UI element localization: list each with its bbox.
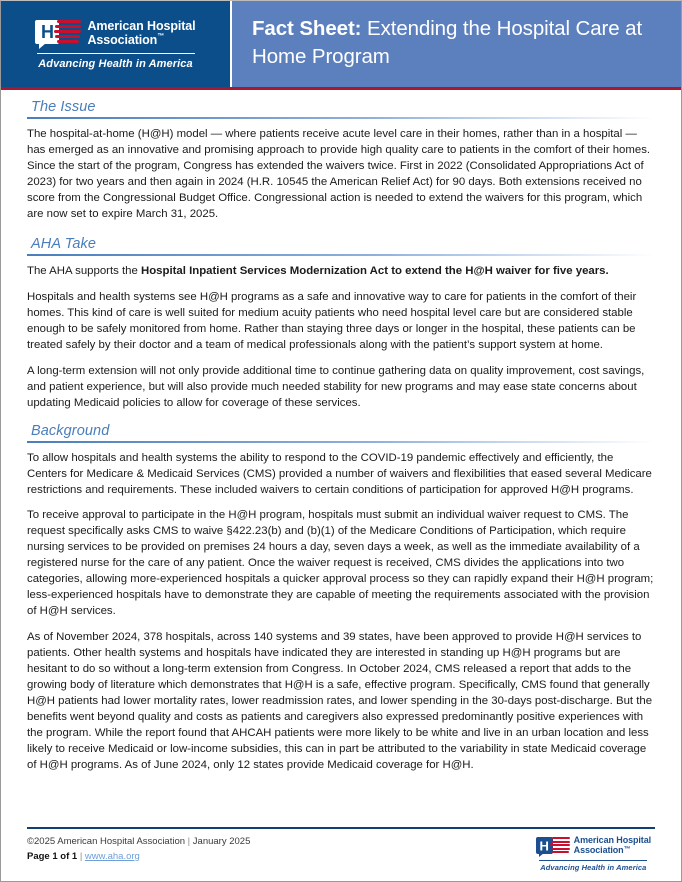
footer-aha-logo (536, 835, 651, 872)
paragraph (27, 451, 655, 499)
hospital-h-tail-icon (39, 43, 46, 49)
paragraph-run: To receive approval to participate in the H@H program, hospitals must submit an individual waiver request to CMS. The request specifically asks CMS to waive §422.23(b) and (b)(1) of the Medicare Conditions of Participation, which require nursing services to be provided on premises 24 hours a day, seven days a week, as well as the immediate availability of a registered nurse for the care of any patient. Once the waiver request is received, CMS divides the applications into two categories, allowing more-experienced hospitals a quicker approval process so they can rapidly expand their H@H program; less-experienced hospitals have to demonstrate they are capable of meeting the requirements associated with the provision of H@H services. (27, 509, 654, 618)
aha-logo-panel (1, 1, 232, 87)
section-underline (27, 117, 655, 119)
section-heading: Background (31, 422, 110, 439)
aha-wordmark (87, 19, 195, 47)
footer-page-number: Page 1 of 1 (27, 850, 78, 862)
aha-wordmark-line2: Association (573, 845, 624, 855)
footer-content (27, 835, 655, 872)
section-background (27, 423, 655, 774)
footer-page-line (27, 850, 250, 864)
paragraph-run: A long-term extension will not only provide additional time to continue gathering data on quality improvement, cost savings, and patient experience, but will also provide much needed stability for new programs and may ease state concerns about updating Medicaid policies to allow for coverage of these services. (27, 364, 645, 409)
page-title-prefix: Fact Sheet: (252, 17, 362, 40)
aha-website-link[interactable]: www.aha.org (84, 850, 140, 862)
aha-tagline: Advancing Health in America (540, 863, 647, 872)
flag-stripes-icon (53, 19, 81, 45)
aha-wordmark-line2: Association (87, 33, 158, 47)
trademark-symbol: ™ (157, 33, 165, 40)
aha-wordmark-line1: American Hospital (573, 835, 651, 846)
footer-date: January 2025 (192, 836, 251, 847)
section-underline (27, 441, 655, 443)
section-heading: The Issue (31, 99, 96, 115)
paragraph-run: To allow hospitals and health systems the ability to respond to the COVID-19 pandemic effectively and efficiently, the Centers for Medicare & Medicaid Services (CMS) provided a number of waivers and flexibilities that eased several Medicare restrictions and requirements. These included waivers to certain conditions of participation for approved H@H programs. (27, 451, 652, 496)
aha-logo-mark-icon (35, 18, 81, 48)
aha-wordmark-line1: American Hospital (87, 19, 196, 33)
paragraph-run: The AHA supports the (27, 264, 141, 277)
page-title-rest: Extending the Hospital Care at Home Program (252, 17, 643, 68)
trademark-symbol: ™ (623, 846, 631, 853)
section-the-issue (27, 99, 655, 223)
hospital-h-tail-icon (539, 853, 544, 857)
logo-divider (37, 53, 195, 54)
flag-stripes-icon (549, 836, 570, 855)
paragraph (27, 127, 655, 223)
footer-divider (27, 827, 655, 829)
footer-copyright: ©2025 American Hospital Association (27, 836, 186, 847)
footer-separator: | (79, 850, 83, 862)
paragraph (27, 508, 655, 620)
document-body (1, 90, 681, 774)
document-footer (1, 827, 681, 872)
paragraph-run: Hospitals and health systems see H@H programs as a safe and innovative way to care for patients in the comfort of their homes. This kind of care is well suited for medium acuity patients who need hospital level care but are considered stable enough to be safely monitored from home. Rather than staying three days or longer in the hospital, these patients can be treated safely by their doctor and a team of medical professionals along with the patient’s support system at home. (27, 290, 637, 351)
logo-divider (539, 860, 647, 861)
paragraph (27, 630, 655, 774)
paragraph (27, 264, 655, 280)
footer-meta (27, 835, 250, 864)
footer-separator: | (187, 836, 191, 847)
paragraph (27, 290, 655, 354)
footer-logo-row (536, 835, 651, 857)
paragraph-run: As of November 2024, 378 hospitals, across 140 systems and 39 states, have been approved to provide H@H services to patients. Other health systems and hospitals have indicated they are interested in standing up H@H programs but are hesitant to do so without a long-term extension from Congress. In October 2024, CMS released a report that adds to the growing body of literature which demonstrates that H@H is a safe, effective program. Specifically, CMS found that generally H@H patients had lower mortality rates, lower readmission rates, and lower spending in the 30-days post-discharge. But the benefits went beyond quality and costs as patients and caregivers also expressed predominantly positive experiences with the program. While the report found that AHCAH patients were more likely to be white and live in an urban location and less likely to receive Medicaid or low-income subsidies, this can in part be attributed to the variability in state Medicaid coverage of H@H programs. As of June 2024, only 12 states provide Medicaid coverage for H@H. (27, 631, 653, 771)
section-aha-take (27, 236, 655, 412)
footer-copyright-line (27, 835, 250, 849)
header-title-panel (232, 1, 681, 87)
document-header (1, 1, 681, 87)
aha-logo-mark-icon (536, 835, 570, 857)
paragraph (27, 364, 655, 412)
paragraph-run-bold: Hospital Inpatient Services Modernization Act to extend the H@H waiver for five years. (140, 264, 609, 277)
aha-tagline: Advancing Health in America (38, 58, 193, 70)
aha-wordmark (574, 836, 651, 856)
section-heading: AHA Take (31, 235, 97, 252)
aha-logo (35, 18, 195, 48)
section-underline (27, 254, 655, 256)
paragraph-run: The hospital-at-home (H@H) model — where patients receive acute level care in their homes, rather than in a hospital — has emerged as an innovative and promising approach to provide high quality care to patients in the comfort of their homes. Since the start of the program, Congress has extended the waivers twice. First in 2022 (Consolidated Appropriations Act of 2023) for two years and then again in 2024 (H.R. 10545 the American Relief Act) for 90 days. Both extensions received no score from the Congressional Budget Office. Congressional action is needed to extend the waivers for this program, which are now set to expire March 31, 2025. (27, 128, 651, 220)
page-title (252, 15, 681, 70)
